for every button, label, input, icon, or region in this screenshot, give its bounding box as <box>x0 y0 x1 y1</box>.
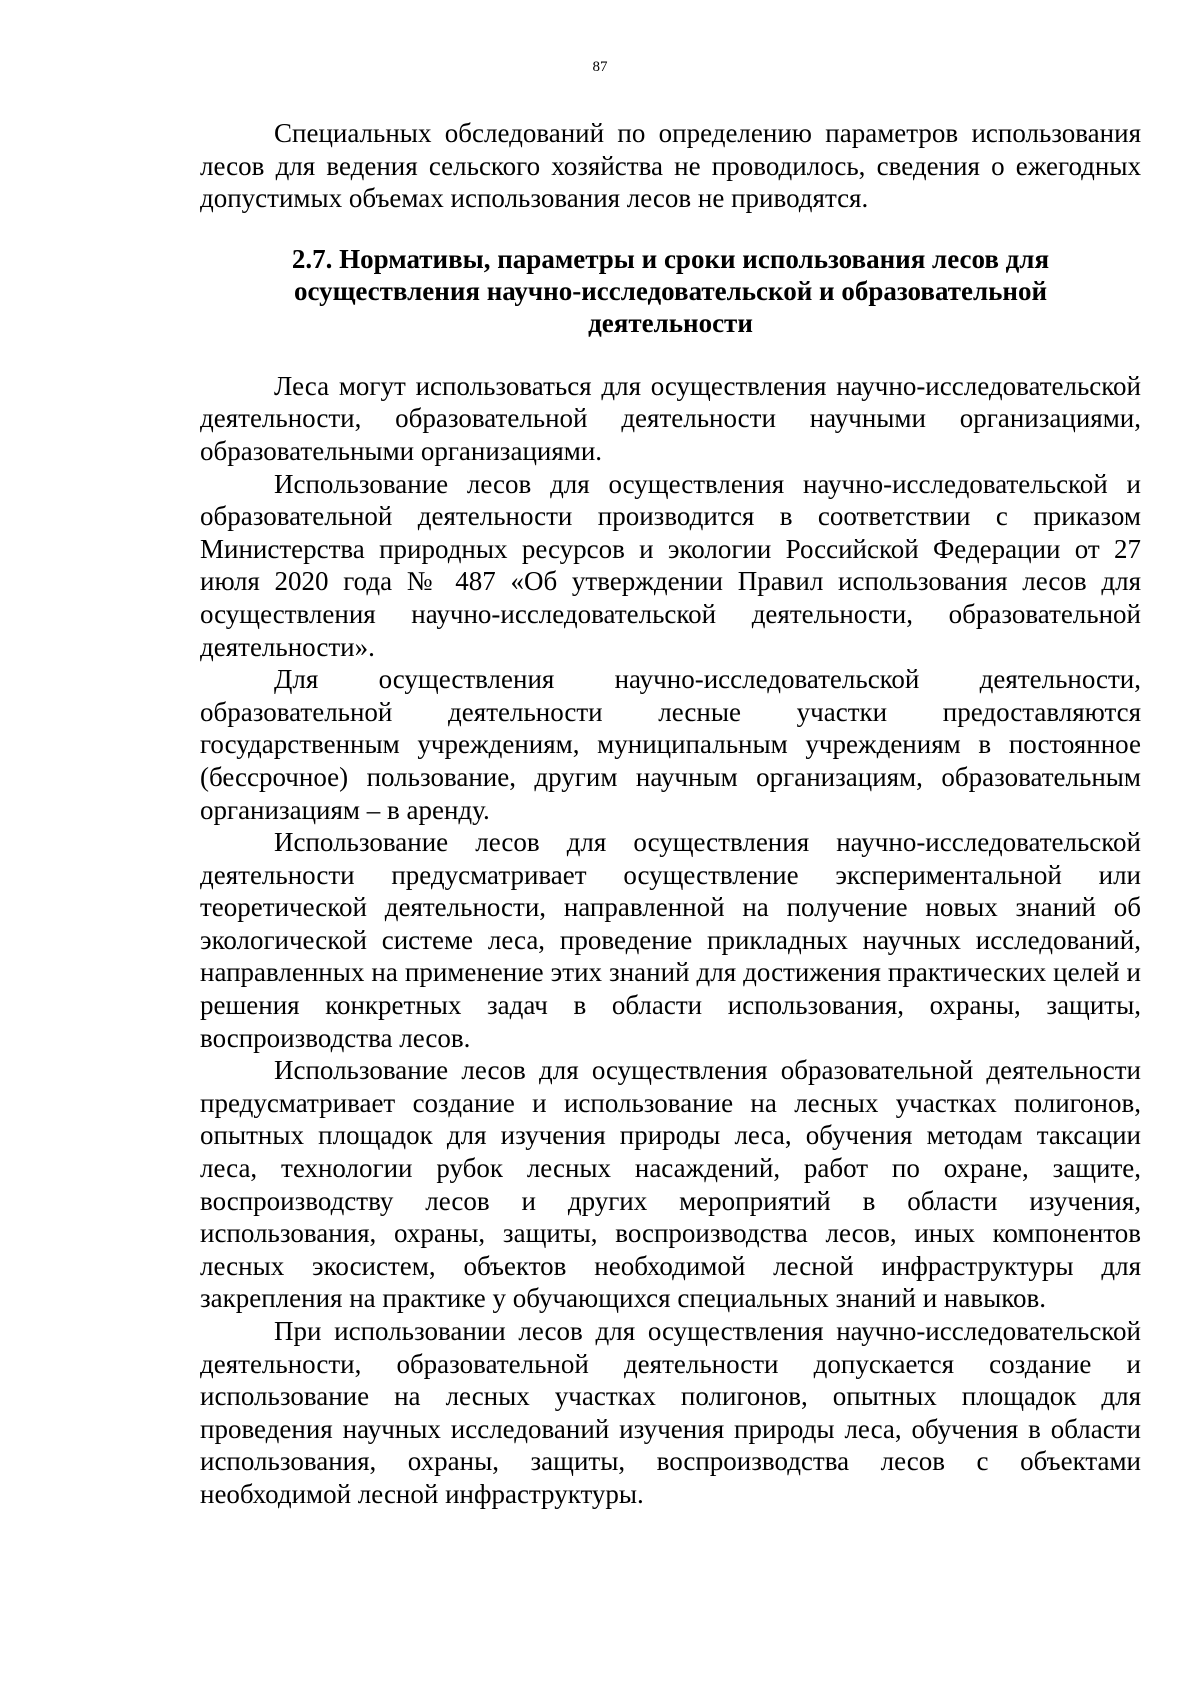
section-paragraph: Использование лесов для осуществления научно-исследовательской деятельности предусматривает осуществление экспериментальной или теоретической деятельности, направленной на получение новых знаний об экологической системе леса, проведение прикладных научных исследований, направленных на применение этих знаний для достижения практических целей и решения конкретных задач в области использования, охраны, защиты, воспроизводства лесов. <box>200 827 1141 1053</box>
section-spacer <box>200 339 1141 370</box>
section-paragraph: Для осуществления научно-исследовательской деятельности, образовательной деятельности лесные участки предоставляются государственным учреждениям, муниципальным учреждениям в постоянное (бессрочное) пользование, другим научным организациям, образовательным организациям – в аренду. <box>200 664 1141 825</box>
page-content <box>200 117 1141 1511</box>
page-number: 87 <box>592 59 608 75</box>
section-paragraph: Леса могут использоваться для осуществления научно-исследовательской деятельности, образовательной деятельности научными организациями, образовательными организациями. <box>200 370 1141 466</box>
section-paragraph: Использование лесов для осуществления образовательной деятельности предусматривает создание и использование на лесных участках полигонов, опытных площадок для изучения природы леса, обучения методам таксации леса, технологии рубок лесных насаждений, работ по охране, защите, воспроизводству лесов и других мероприятий в области изучения, использования, охраны, защиты, воспроизводства лесов, иных компонентов лесных экосистем, объектов необходимой лесной инфраструктуры для закрепления на практике у обучающихся специальных знаний и навыков. <box>200 1055 1141 1314</box>
section-title: 2.7. Нормативы, параметры и сроки использования лесов для осуществления научно-исследовательской и образовательной деятельности <box>291 243 1050 338</box>
intro-paragraph: Специальных обследований по определению параметров использования лесов для ведения сельского хозяйства не проводилось, сведения о ежегодных допустимых объемах использования лесов не приводятся. <box>200 118 1141 214</box>
section-paragraph: Использование лесов для осуществления научно-исследовательской и образовательной деятельности производится в соответствии с приказом Министерства природных ресурсов и экологии Российской Федерации от 27 июля 2020 года № 487 «Об утверждении Правил использования лесов для осуществления научно-исследовательской деятельности, образовательной деятельности». <box>200 468 1141 662</box>
section-paragraph: При использовании лесов для осуществления научно-исследовательской деятельности, образовательной деятельности допускается создание и использование на лесных участках полигонов, опытных площадок для проведения научных исследований изучения природы леса, обучения в области использования, охраны, защиты, воспроизводства лесов с объектами необходимой лесной инфраструктуры. <box>200 1316 1141 1509</box>
